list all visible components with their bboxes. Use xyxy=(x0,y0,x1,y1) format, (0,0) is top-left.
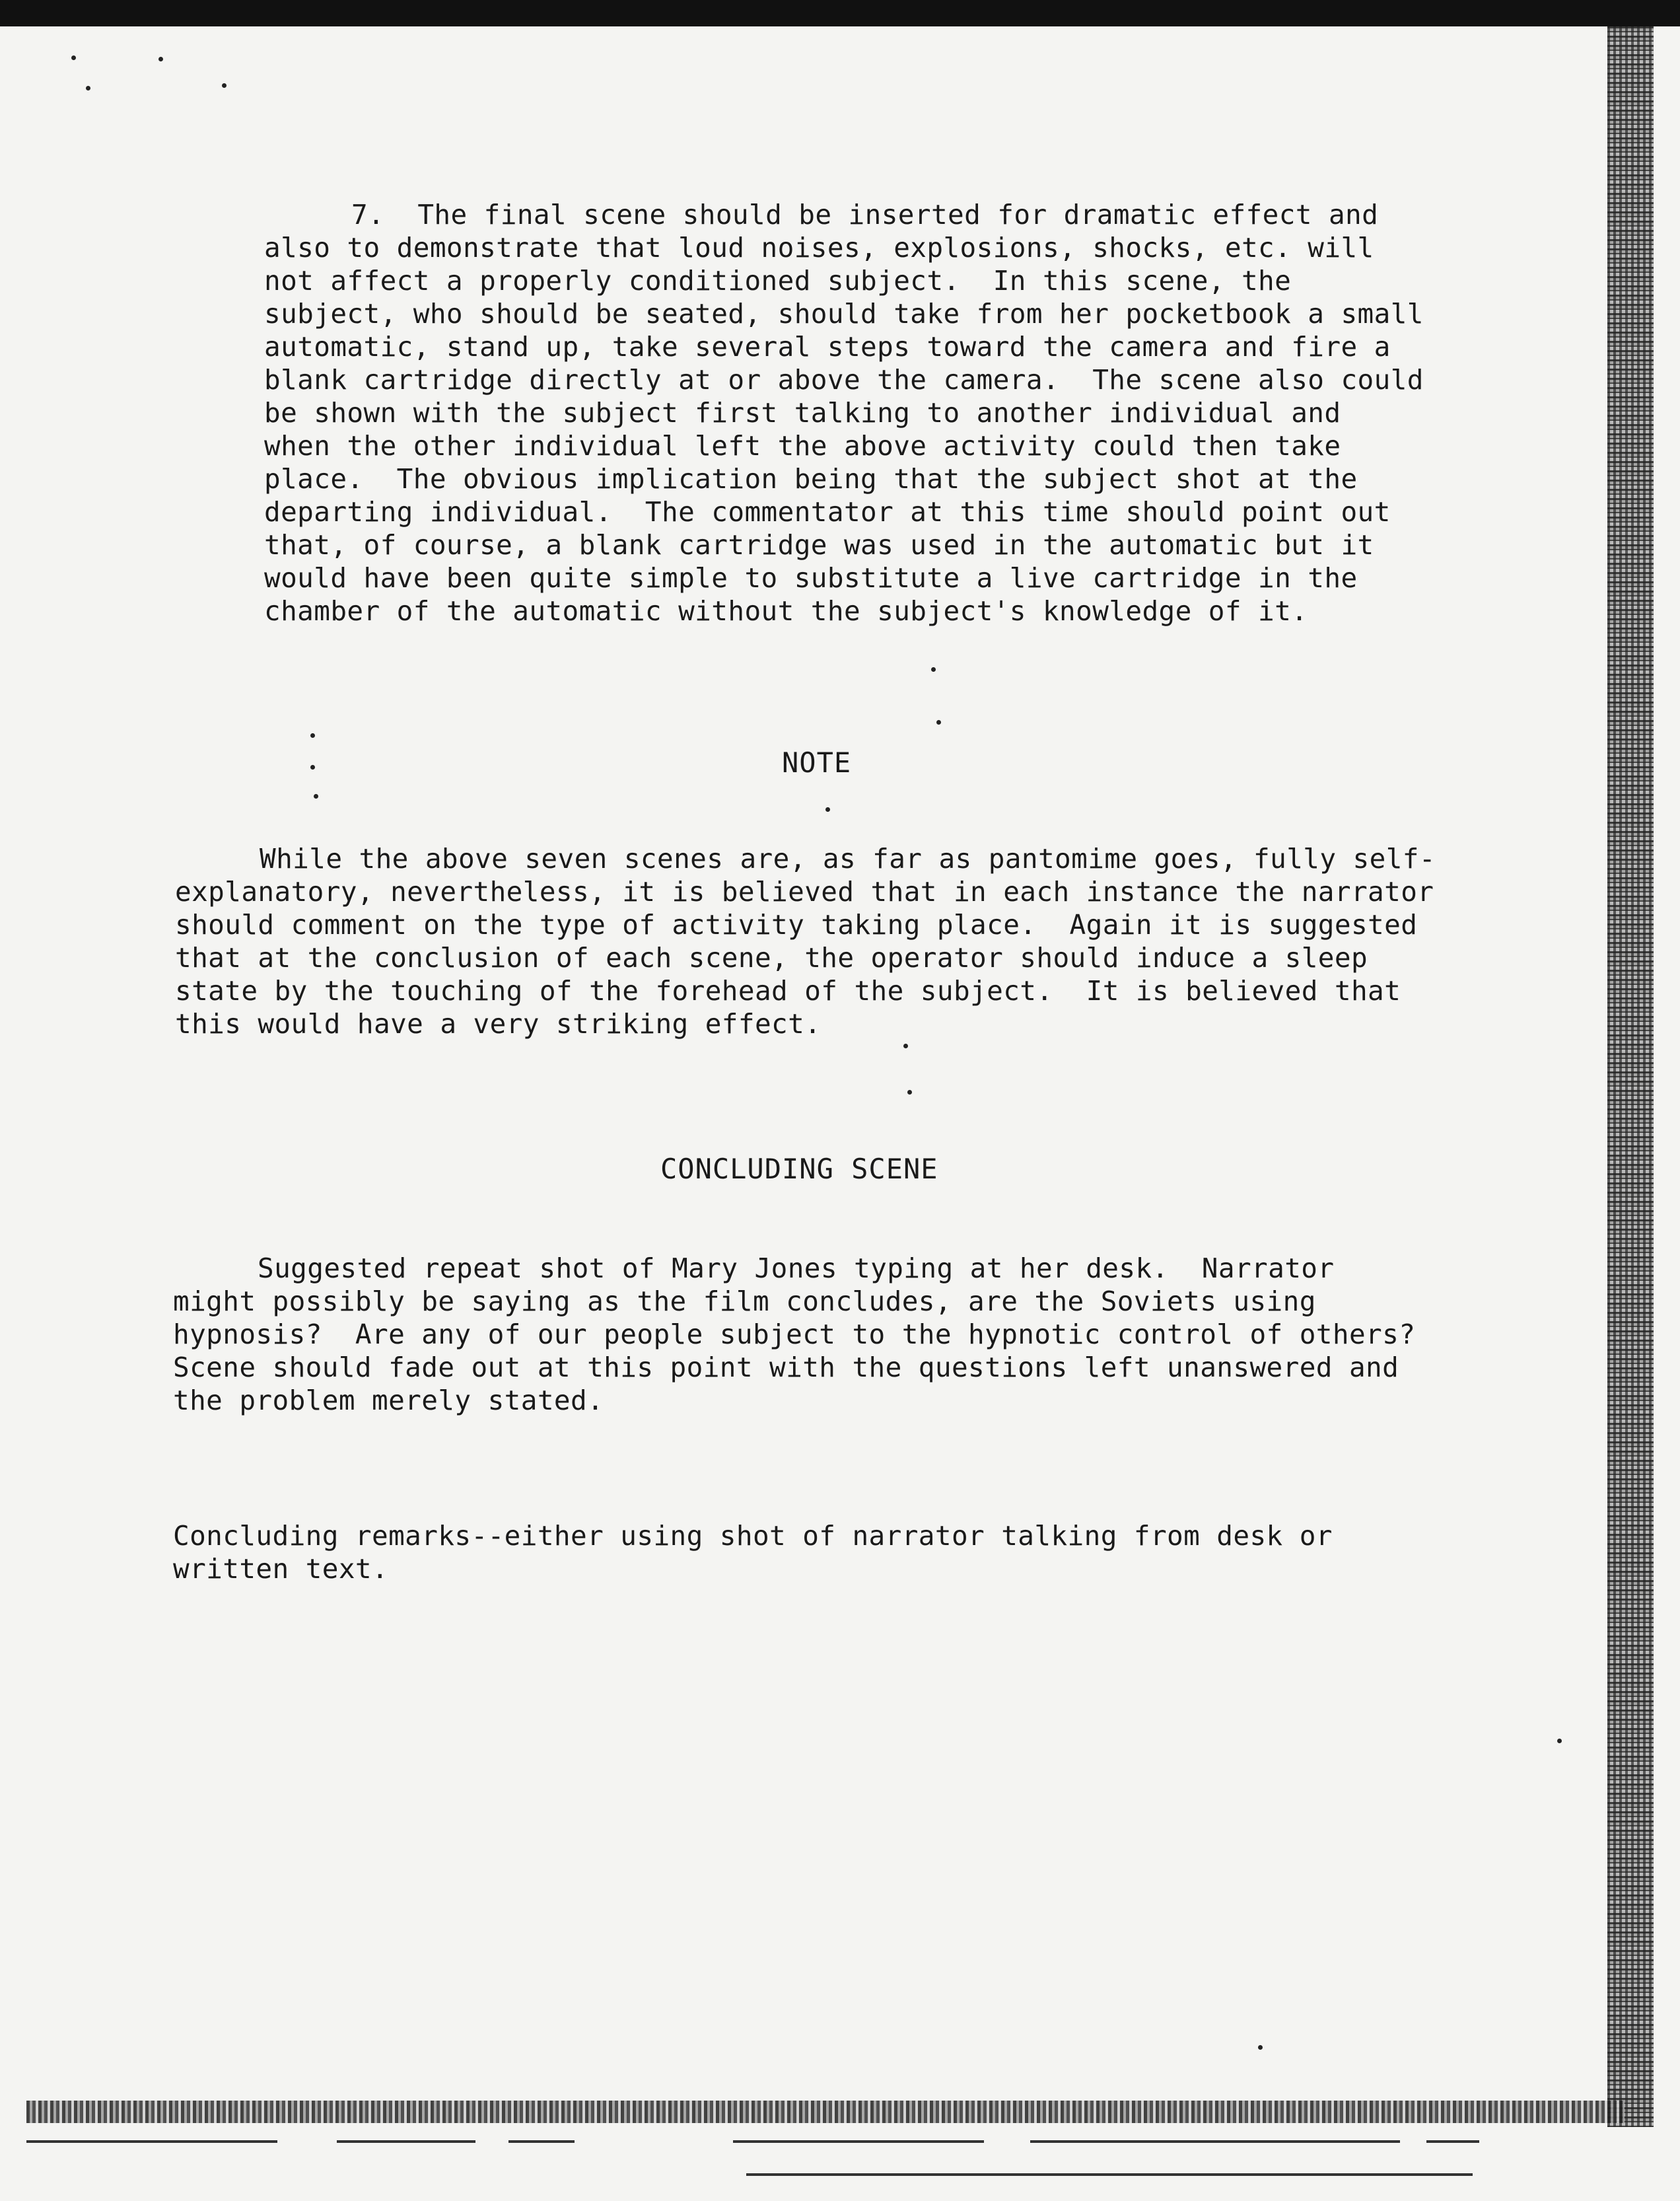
scan-speck xyxy=(71,55,76,60)
scan-rule xyxy=(1030,2140,1400,2143)
scan-speck xyxy=(310,765,315,770)
scan-rule xyxy=(1426,2140,1479,2143)
scan-speck xyxy=(825,807,830,812)
text-line: also to demonstrate that loud noises, explosions, shocks, etc. will xyxy=(264,232,1374,264)
scan-rule xyxy=(26,2140,277,2143)
text-line: that at the conclusion of each scene, the operator should induce a sleep xyxy=(175,942,1368,974)
scan-speck xyxy=(931,667,936,672)
text-line: this would have a very striking effect. xyxy=(175,1008,822,1040)
scan-speck xyxy=(86,86,90,90)
scan-speck xyxy=(310,733,315,738)
text-line: the problem merely stated. xyxy=(173,1385,604,1416)
scan-speck xyxy=(1258,2045,1263,2050)
text-line: should comment on the type of activity taking place. Again it is suggested xyxy=(175,909,1418,941)
concluding-scene-heading: CONCLUDING SCENE xyxy=(660,1153,938,1185)
text-line: Concluding remarks--either using shot of narrator talking from desk or xyxy=(173,1520,1333,1552)
scan-edge-bottom xyxy=(26,2101,1625,2123)
scan-rule xyxy=(746,2173,1473,2176)
scan-rule xyxy=(337,2140,475,2143)
text-line: 7. The final scene should be inserted for dramatic effect and xyxy=(351,199,1379,231)
text-line: departing individual. The commentator at this time should point out xyxy=(264,496,1391,528)
text-line: chamber of the automatic without the subject's knowledge of it. xyxy=(264,595,1308,627)
text-line: when the other individual left the above activity could then take xyxy=(264,430,1341,462)
scan-speck xyxy=(903,1044,908,1048)
scan-rule xyxy=(733,2140,984,2143)
scan-rule xyxy=(508,2140,575,2143)
scan-speck xyxy=(314,794,318,799)
scan-speck xyxy=(936,720,941,725)
scan-speck xyxy=(222,83,227,88)
text-line: not affect a properly conditioned subject. In this scene, the xyxy=(264,265,1292,297)
text-line: While the above seven scenes are, as far as pantomime goes, fully self- xyxy=(260,843,1436,875)
concluding-scene-paragraph xyxy=(173,1252,1415,1417)
text-line: that, of course, a blank cartridge was used in the automatic but it xyxy=(264,529,1374,561)
scan-edge-right xyxy=(1607,26,1654,2127)
text-line: state by the touching of the forehead of the subject. It is believed that xyxy=(175,975,1401,1007)
text-line: be shown with the subject first talking to another individual and xyxy=(264,397,1341,429)
text-line: blank cartridge directly at or above the camera. The scene also could xyxy=(264,364,1424,396)
note-heading: NOTE xyxy=(782,746,852,779)
text-line: might possibly be saying as the film concludes, are the Soviets using xyxy=(173,1285,1316,1317)
text-line: would have been quite simple to substitute a live cartridge in the xyxy=(264,562,1358,594)
text-line: hypnosis? Are any of our people subject to the hypnotic control of others? xyxy=(173,1318,1416,1350)
scan-speck xyxy=(1557,1739,1562,1743)
text-line: written text. xyxy=(173,1553,389,1585)
paragraph-final-scene xyxy=(264,198,1424,628)
scan-speck xyxy=(907,1090,912,1095)
concluding-remarks xyxy=(173,1519,1333,1585)
text-line: explanatory, nevertheless, it is believed that in each instance the narrator xyxy=(175,876,1434,908)
text-line: Scene should fade out at this point with the questions left unanswered and xyxy=(173,1352,1399,1383)
scan-speck xyxy=(158,57,163,61)
text-line: Suggested repeat shot of Mary Jones typing at her desk. Narrator xyxy=(258,1252,1335,1284)
text-line: automatic, stand up, take several steps toward the camera and fire a xyxy=(264,331,1391,363)
note-paragraph xyxy=(175,842,1436,1040)
text-line: place. The obvious implication being that the subject shot at the xyxy=(264,463,1358,495)
text-line: subject, who should be seated, should take from her pocketbook a small xyxy=(264,298,1424,330)
